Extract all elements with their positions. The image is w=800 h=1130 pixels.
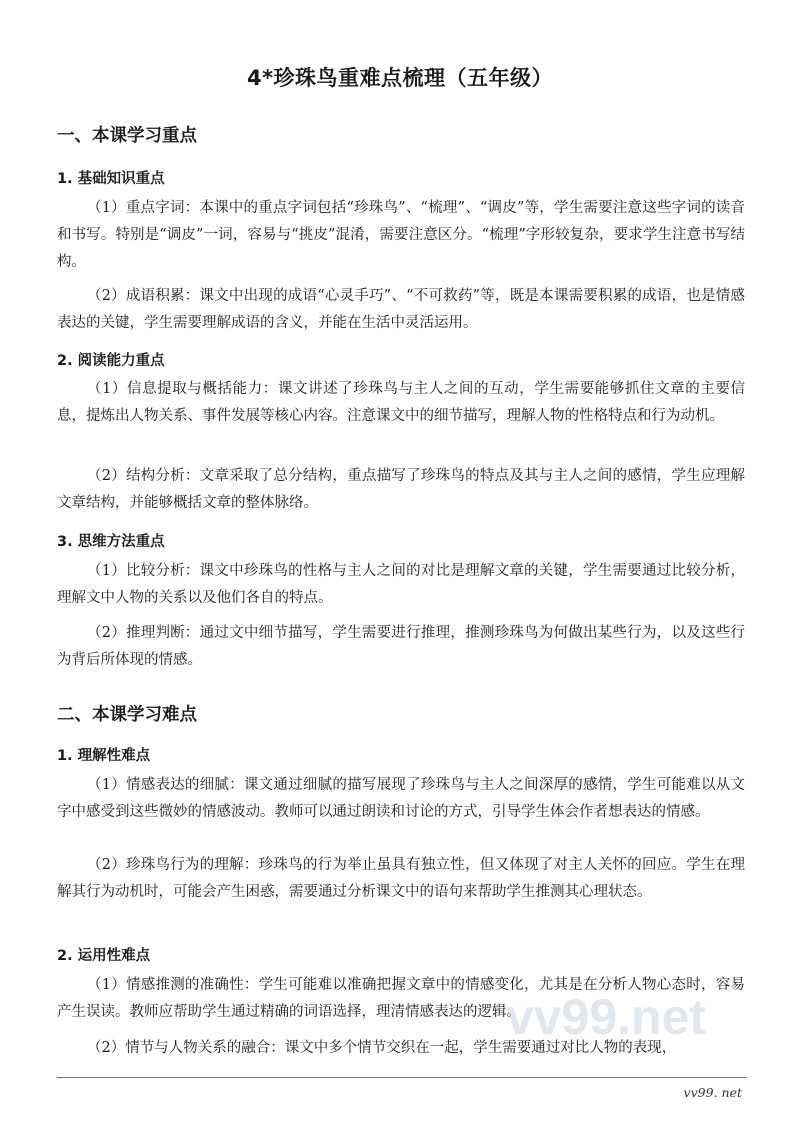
paragraph: （1）情感推测的准确性：学生可能难以准确把握文章中的情感变化，尤其是在分析人物心态时，容易产生误读。教师应帮助学生通过精确的词语选择，理清情感表达的逻辑。 [57,977,745,1020]
subheading-reading-ability: 2. 阅读能力重点 [57,353,165,369]
section-heading-key-points: 一、本课学习重点 [57,126,197,146]
paragraph: （1）重点字词：本课中的重点字词包括“珍珠鸟”、“梳理”、“调皮”等，学生需要注意这些字词的读音和书写。特别是“调皮”一词，容易与“挑皮”混淆，需要注意区分。“梳理”字形较复杂，要求学生注意书写结构。 [57,200,745,270]
paragraph: （2）珍珠鸟行为的理解：珍珠鸟的行为举止虽具有独立性，但又体现了对主人关怀的回应。学生在理解其行为动机时，可能会产生困惑，需要通过分析课文中的语句来帮助学生推测其心理状态。 [57,857,745,900]
footer-site: vv99. net [683,1085,742,1100]
paragraph: （2）成语积累：课文中出现的成语“心灵手巧”、“不可救药”等，既是本课需要积累的成语，也是情感表达的关键，学生需要理解成语的含义，并能在生活中灵活运用。 [57,288,745,331]
subheading-application: 2. 运用性难点 [57,948,151,964]
footer-divider [57,1077,747,1078]
section-heading-difficulties: 二、本课学习难点 [57,705,197,725]
paragraph: （1）信息提取与概括能力：课文讲述了珍珠鸟与主人之间的互动，学生需要能够抓住文章的主要信息，提炼出人物关系、事件发展等核心内容。注意课文中的细节描写，理解人物的性格特点和行为动机。 [57,381,745,424]
paragraph: （1）比较分析：课文中珍珠鸟的性格与主人之间的对比是理解文章的关键，学生需要通过比较分析，理解文中人物的关系以及他们各自的特点。 [57,563,745,606]
paragraph: （1）情感表达的细腻：课文通过细腻的描写展现了珍珠鸟与主人之间深厚的感情，学生可能难以从文字中感受到这些微妙的情感波动。教师可以通过朗读和讨论的方式，引导学生体会作者想表达的情感。 [57,777,745,820]
subheading-thinking-methods: 3. 思维方法重点 [57,534,165,550]
subheading-comprehension: 1. 理解性难点 [57,748,151,764]
watermark-text: vv99.net [505,989,707,1045]
paragraph: （2）情节与人物关系的融合：课文中多个情节交织在一起，学生需要通过对比人物的表现， [87,1040,677,1056]
paragraph: （2）推理判断：通过文中细节描写，学生需要进行推理，推测珍珠鸟为何做出某些行为，以及这些行为背后所体现的情感。 [57,625,745,668]
watermark-logo [456,988,756,1048]
paragraph: （2）结构分析：文章采取了总分结构，重点描写了珍珠鸟的特点及其与主人之间的感情，学生应理解文章结构，并能够概括文章的整体脉络。 [57,468,745,511]
page-title: 4*珍珠鸟重难点梳理（五年级） [246,66,554,90]
subheading-basic-knowledge: 1. 基础知识重点 [57,171,165,187]
